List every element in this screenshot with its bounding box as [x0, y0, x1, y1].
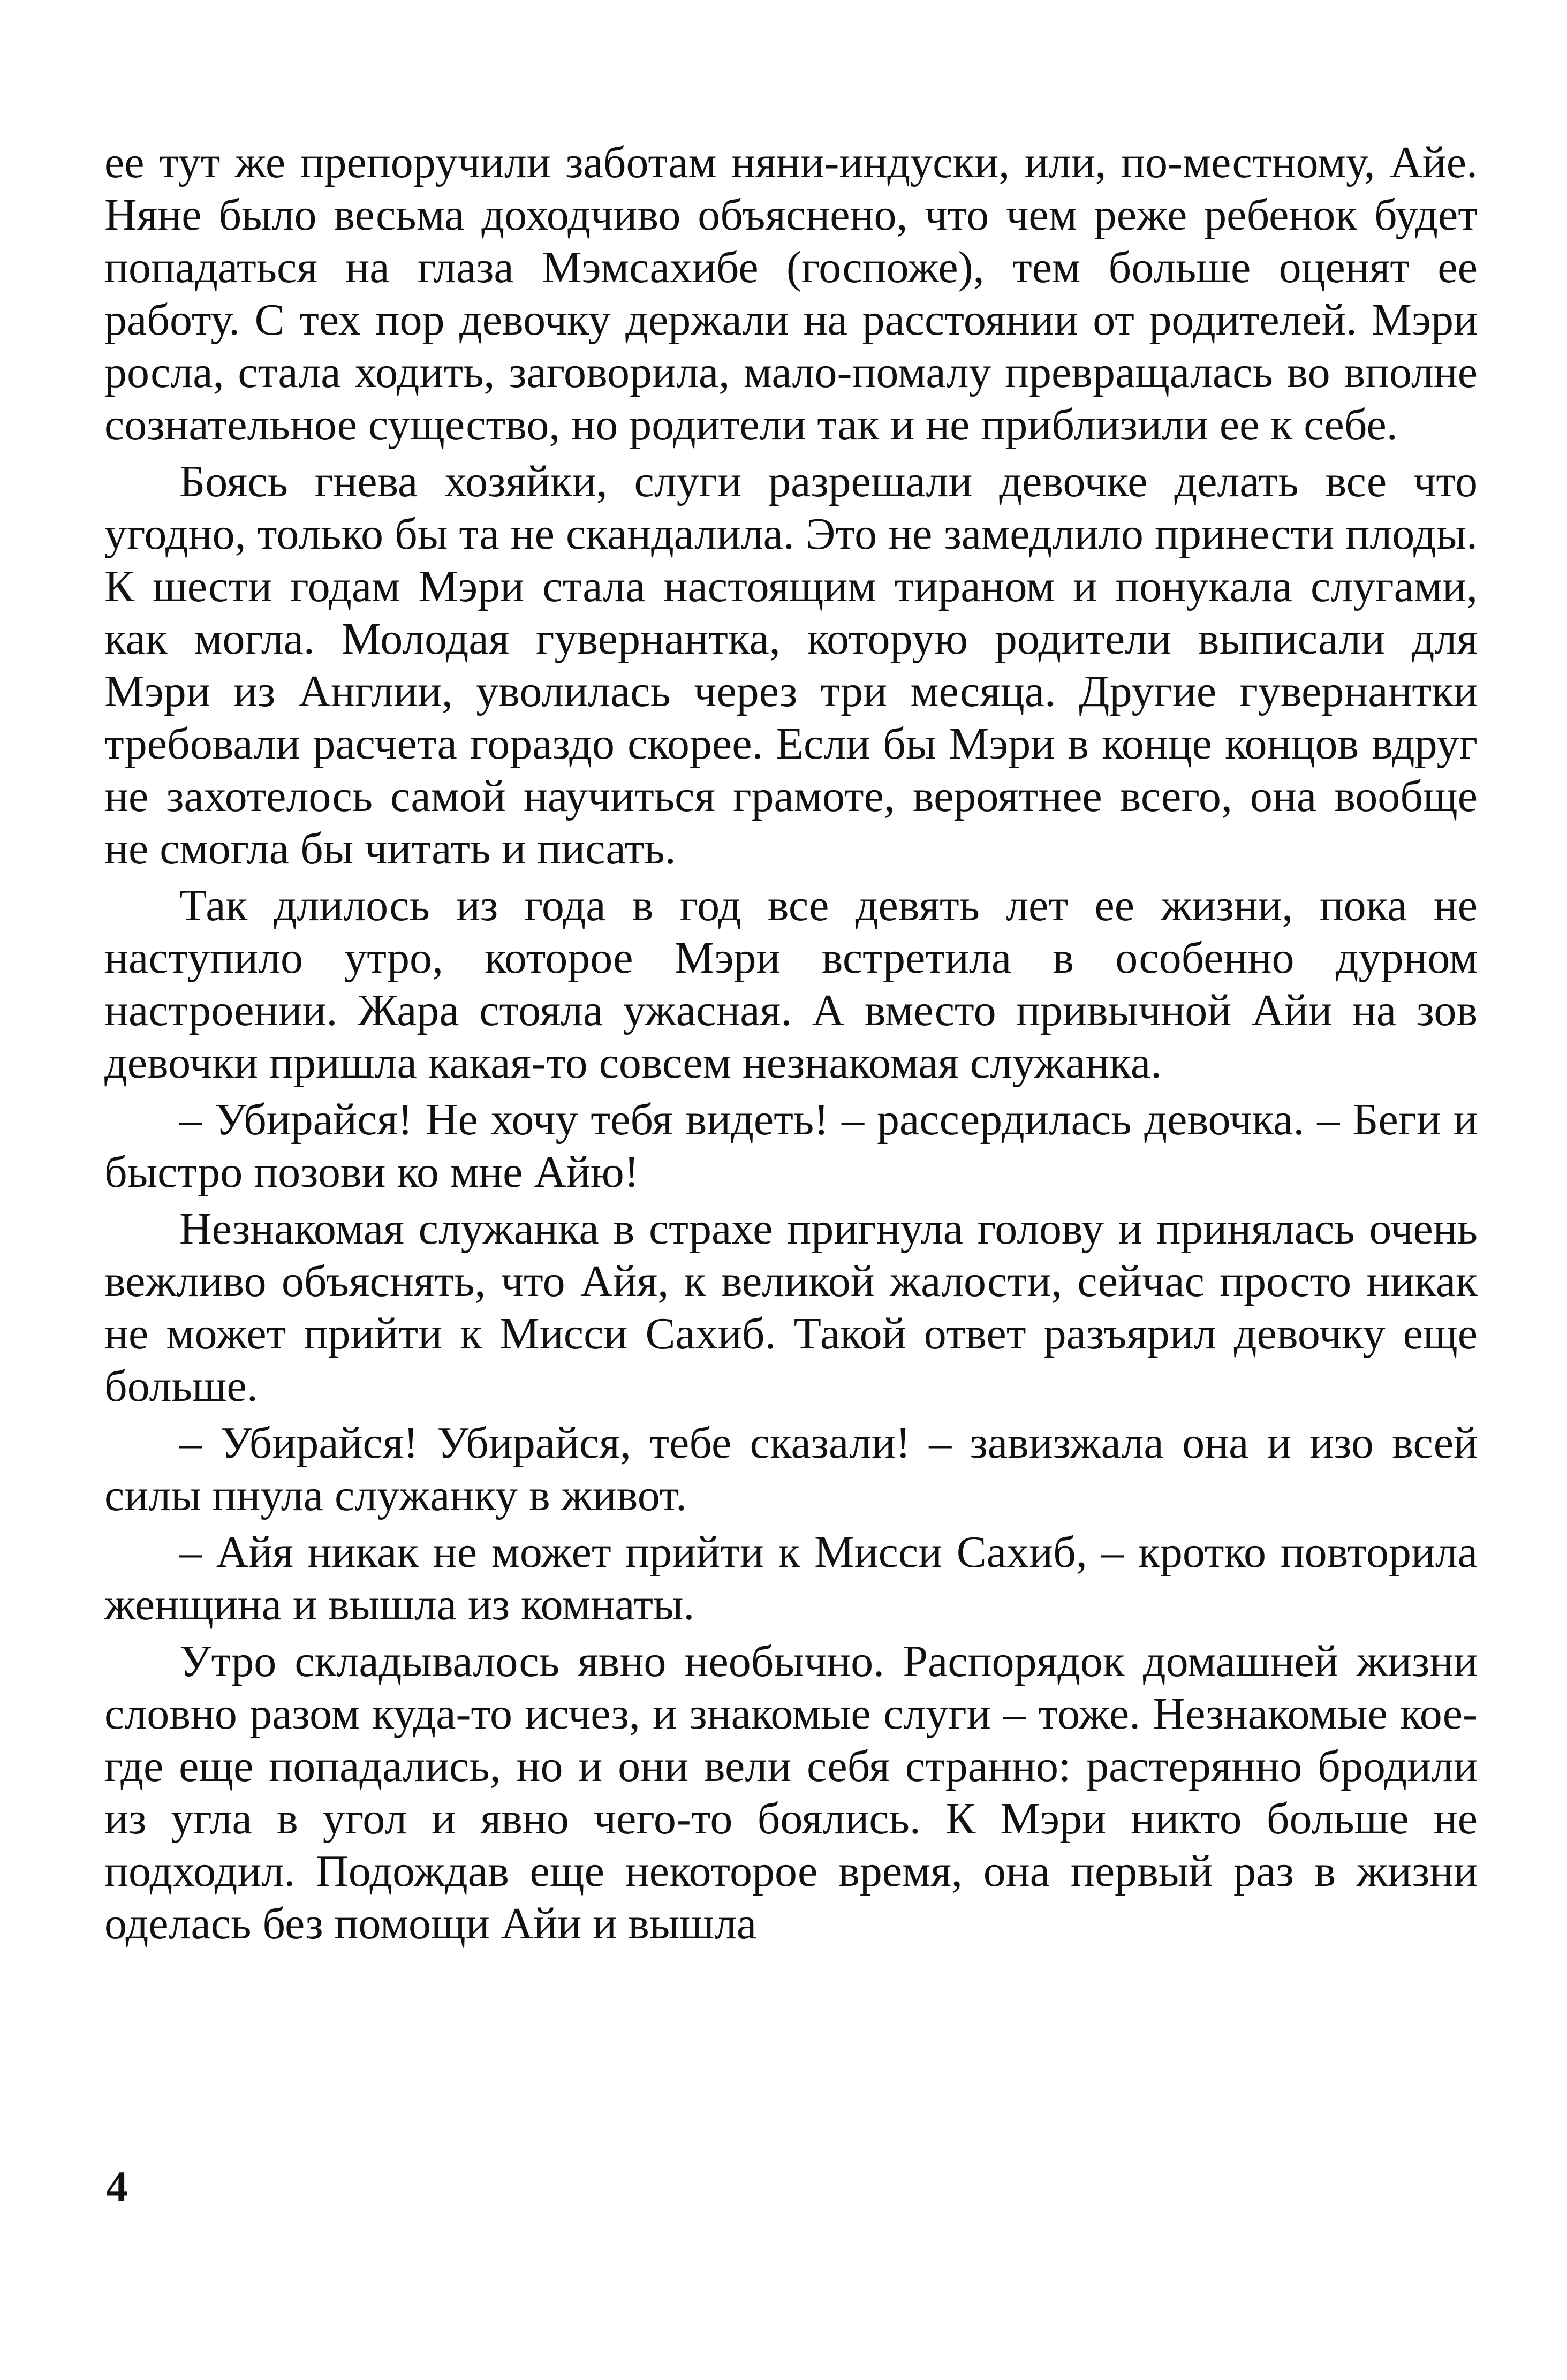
paragraph: Так длилось из года в год все девять лет ее жизни, пока не наступило утро, которое Мэри встретила в особенно дурном настроении. Жара стояла ужасная. А вместо привычной Айи на зов девочки пришла какая-то совсем незнакомая служанка. [104, 881, 1478, 1088]
body-text [104, 137, 1478, 1954]
paragraph: Боясь гнева хозяйки, слуги разрешали девочке делать все что угодно, только бы та не скандалила. Это не замедлило принести плоды. К шести годам Мэри стала настоящим тираном и понукала слугами, как могла. Молодая гувернантка, которую родители выписали для Мэри из Англии, уволилась через три месяца. Другие гувернантки требовали расчета гораздо скорее. Если бы Мэри в конце концов вдруг не захотелось самой научиться грамоте, вероятнее всего, она вообще не смогла бы читать и писать. [104, 457, 1478, 874]
paragraph: – Айя никак не может прийти к Мисси Сахиб, – кротко повторила женщина и вышла из комнаты. [104, 1527, 1478, 1629]
paragraph: – Убирайся! Убирайся, тебе сказали! – завизжала она и изо всей силы пнула служанку в живот. [104, 1418, 1478, 1520]
paragraph: Незнакомая служанка в страхе пригнула голову и принялась очень вежливо объяснять, что Айя, к великой жалости, сейчас просто никак не может прийти к Мисси Сахиб. Такой ответ разъярил девочку еще больше. [104, 1204, 1478, 1411]
paragraph: Утро складывалось явно необычно. Распорядок домашней жизни словно разом куда-то исчез, и знакомые слуги – тоже. Незнакомые кое-где еще попадались, но и они вели себя странно: растерянно бродили из угла в угол и явно чего-то боялись. К Мэри никто больше не подходил. Подождав еще некоторое время, она первый раз в жизни оделась без помощи Айи и вышла [104, 1636, 1478, 1949]
paragraph: ее тут же препоручили заботам няни-индуски, или, по-местному, Айе. Няне было весьма доходчиво объяснено, что чем реже ребенок будет попадаться на глаза Мэмсахибе (госпоже), тем больше оценят ее работу. С тех пор девочку держали на расстоянии от родителей. Мэри росла, стала ходить, заговорила, мало-помалу превращалась во вполне сознательное существо, но родители так и не приблизили ее к себе. [104, 138, 1478, 450]
paragraph: – Убирайся! Не хочу тебя видеть! – рассердилась девочка. – Беги и быстро позови ко мне Айю! [104, 1095, 1478, 1197]
page-number: 4 [106, 2162, 128, 2211]
